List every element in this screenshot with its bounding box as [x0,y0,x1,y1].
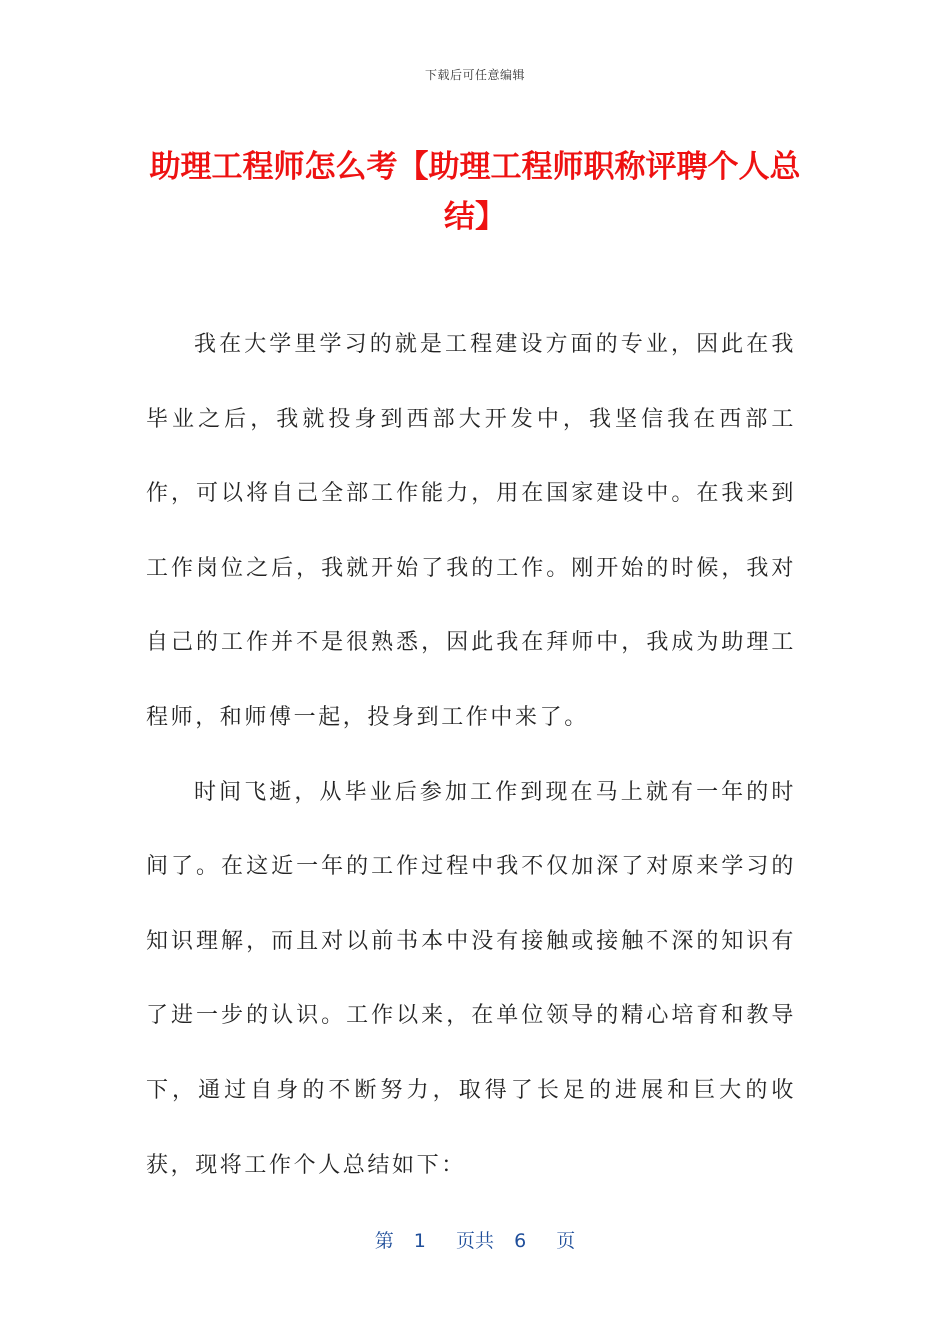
page-number-footer: 第 1 页共 6 页 [374,1230,576,1252]
document-title: 助理工程师怎么考【助理工程师职称评聘个人总结】 [149,149,801,235]
body-paragraph-2: 时间飞逝，从毕业后参加工作到现在马上就有一年的时间了。在这近一年的工作过程中我不仅加深了对原来学习的知识理解，而且对以前书本中没有接触或接触不深的知识有了进一步的认识。工作以来，在单位领导的精心培育和教导下，通过自身的不断努力，取得了长足的进展和巨大的收获，现将工作个人总结如下： [146,779,796,1178]
page-header-note: 下载后可任意编辑 [424,68,525,82]
document-body [146,308,796,1203]
body-paragraph-1: 我在大学里学习的就是工程建设方面的专业，因此在我毕业之后，我就投身到西部大开发中，我坚信我在西部工作，可以将自己全部工作能力，用在国家建设中。在我来到工作岗位之后，我就开始了我的工作。刚开始的时候，我对自己的工作并不是很熟悉，因此我在拜师中，我成为助理工程师，和师傅一起，投身到工作中来了。 [146,332,796,730]
